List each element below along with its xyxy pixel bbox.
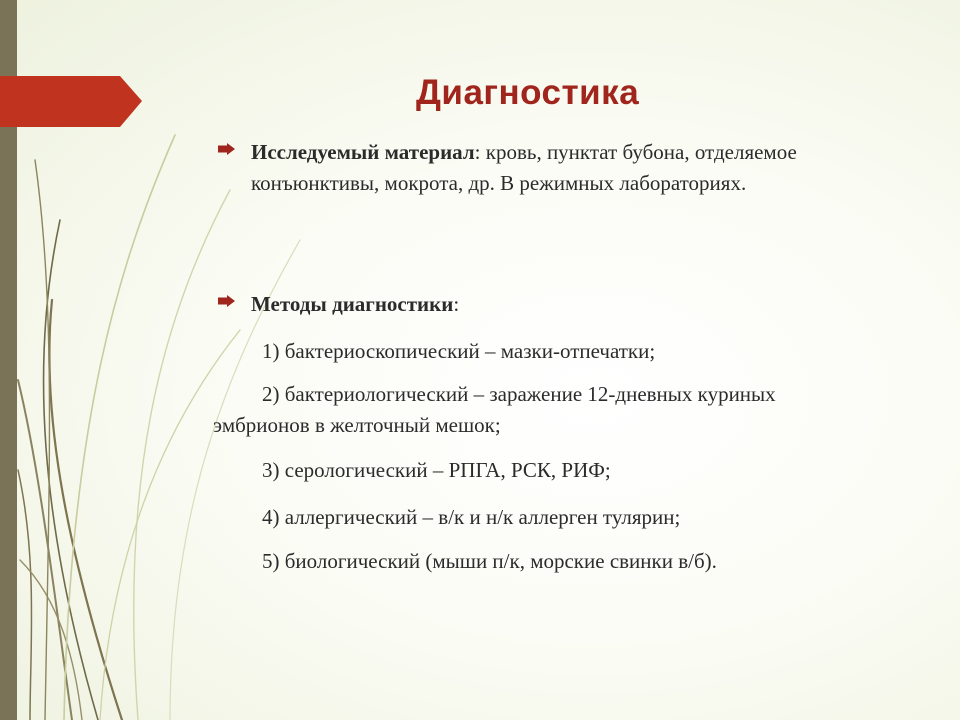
bullet-label: Методы диагностики xyxy=(251,292,454,316)
grass-line xyxy=(18,380,72,720)
bullet-body: кровь, пунктат бубона, отделяемое конъюнктивы, мокрота, др. В режимных лабораториях. xyxy=(251,140,797,195)
grass-line xyxy=(64,135,175,720)
grass-line xyxy=(35,160,49,720)
title-banner-arrow xyxy=(0,76,142,127)
grass-line xyxy=(20,560,82,720)
slide-title: Диагностика xyxy=(416,73,640,112)
grass-line xyxy=(18,470,32,720)
method-item-5: 5) биологический (мыши п/к, морские свинки в/б). xyxy=(262,549,717,573)
method-item-2: 2) бактериологический – заражение 12-дневных куриных эмбрионов в желточный мешок; xyxy=(213,382,776,437)
grass-line xyxy=(44,220,98,720)
bullet-label: Исследуемый материал xyxy=(251,140,475,164)
bullet-text-methods: Методы диагностики: xyxy=(251,292,460,316)
method-item-4: 4) аллергический – в/к и н/к аллерген тулярин; xyxy=(262,505,681,529)
left-side-bar xyxy=(0,0,17,720)
method-item-3: 3) серологический – РПГА, РСК, РИФ; xyxy=(262,458,611,482)
bullet-text-material: Исследуемый материал: кровь, пунктат бубона, отделяемое конъюнктивы, мокрота, др. В режимных лабораториях. xyxy=(251,140,797,195)
grass-line xyxy=(49,300,122,720)
bullet-arrow-icon xyxy=(218,143,235,155)
method-item-1: 1) бактериоскопический – мазки-отпечатки; xyxy=(262,339,656,363)
bullet-arrow-icon xyxy=(218,295,235,307)
